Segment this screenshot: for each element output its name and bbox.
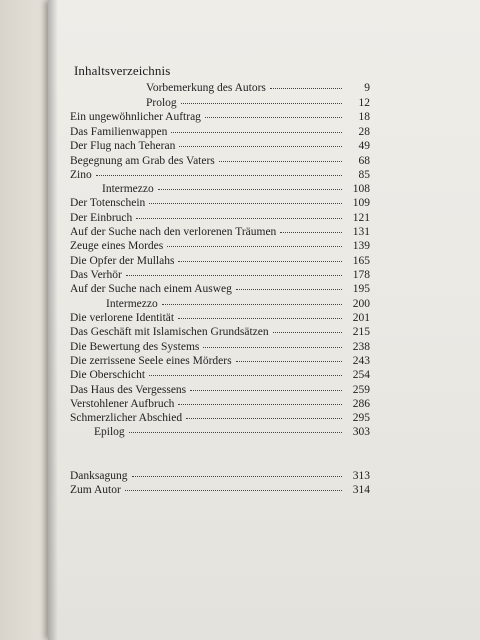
- toc-entry-page-number: 295: [352, 412, 370, 424]
- toc-entry-page-number: 121: [352, 212, 370, 224]
- toc-entry-page-number: 286: [352, 398, 370, 410]
- toc-entry-title: Zum Autor: [70, 484, 121, 496]
- toc-entry-page-number: 85: [358, 169, 370, 181]
- toc-entry-title: Zeuge eines Mordes: [70, 240, 164, 252]
- toc-entry: [70, 270, 370, 284]
- dot-leader: [167, 246, 342, 247]
- dot-leader: [186, 418, 342, 419]
- toc-entry-title: Die Oberschicht: [70, 369, 146, 381]
- dot-leader: [126, 275, 342, 276]
- dot-leader: [270, 88, 342, 89]
- toc-entry-page-number: 313: [352, 470, 370, 482]
- toc-entry: [70, 313, 370, 327]
- toc-entry: [94, 427, 370, 441]
- toc-entry-title: Ein ungewöhnlicher Auftrag: [70, 111, 201, 123]
- toc-entry-page-number: 109: [352, 197, 370, 209]
- dot-leader: [179, 146, 342, 147]
- toc-entry: [70, 342, 370, 356]
- toc-entry: [70, 327, 370, 341]
- toc-entry: [70, 127, 370, 141]
- toc-entry-page-number: 131: [352, 226, 370, 238]
- toc-entry-page-number: 108: [352, 183, 370, 195]
- toc-entry-title: Die Bewertung des Systems: [70, 341, 200, 353]
- toc-entry-page-number: 28: [358, 126, 370, 138]
- page-gutter-shadow: [48, 0, 58, 640]
- dot-leader: [205, 117, 342, 118]
- toc-entry-title: Die zerrissene Seele eines Mörders: [70, 355, 232, 367]
- toc-entry: [70, 141, 370, 155]
- toc-entry-title: Das Geschäft mit Islamischen Grundsätzen: [70, 326, 269, 338]
- toc-entry-title: Der Totenschein: [70, 197, 146, 209]
- toc-entry: [70, 413, 370, 427]
- dot-leader: [236, 289, 342, 290]
- toc-entry-title: Auf der Suche nach einem Ausweg: [70, 283, 232, 295]
- toc-entry-page-number: 49: [358, 140, 370, 152]
- toc-entry-page-number: 201: [352, 312, 370, 324]
- toc-entry: [106, 299, 370, 313]
- toc-entry-page-number: 200: [352, 298, 370, 310]
- toc-entry-page-number: 195: [352, 283, 370, 295]
- toc-entry-page-number: 243: [352, 355, 370, 367]
- toc-entry-title: Begegnung am Grab des Vaters: [70, 155, 215, 167]
- dot-leader: [203, 347, 342, 348]
- toc-entry: [70, 385, 370, 399]
- toc-entry-title: Der Einbruch: [70, 212, 133, 224]
- toc-entry: [70, 399, 370, 413]
- dot-leader: [129, 432, 342, 433]
- toc-entry-title: Das Familienwappen: [70, 126, 168, 138]
- toc-heading: Inhaltsverzeichnis: [74, 63, 171, 78]
- toc-entry-title: Schmerzlicher Abschied: [70, 412, 183, 424]
- dot-leader: [178, 318, 342, 319]
- toc-entry-title: Auf der Suche nach den verlorenen Träumen: [70, 226, 277, 238]
- toc-entry-page-number: 314: [352, 484, 370, 496]
- toc-entry-title: Der Flug nach Teheran: [70, 140, 176, 152]
- dot-leader: [158, 189, 342, 190]
- dot-leader: [149, 375, 342, 376]
- toc-entry-title: Das Verhör: [70, 269, 122, 281]
- dot-leader: [149, 203, 342, 204]
- toc-entry: [70, 256, 370, 270]
- toc-entry-page-number: 215: [352, 326, 370, 338]
- dot-leader: [219, 161, 342, 162]
- toc-entry-page-number: 68: [358, 155, 370, 167]
- toc-entry-title: Epilog: [94, 426, 125, 438]
- dot-leader: [162, 304, 342, 305]
- dot-leader: [236, 361, 342, 362]
- toc-entry-page-number: 259: [352, 384, 370, 396]
- toc-entry: [70, 471, 370, 485]
- toc-entry-title: Prolog: [146, 97, 177, 109]
- toc-entry-page-number: 165: [352, 255, 370, 267]
- dot-leader: [136, 218, 342, 219]
- toc-entry-title: Verstohlener Aufbruch: [70, 398, 175, 410]
- toc-entry: [70, 170, 370, 184]
- dot-leader: [280, 232, 342, 233]
- dot-leader: [190, 390, 342, 391]
- toc-entry-page-number: 18: [358, 111, 370, 123]
- toc-entry: [70, 356, 370, 370]
- toc-entry-page-number: 178: [352, 269, 370, 281]
- toc-entry-title: Die Opfer der Mullahs: [70, 255, 175, 267]
- toc-entry-title: Vorbemerkung des Autors: [146, 82, 266, 94]
- toc-entry: [70, 241, 370, 255]
- toc-entry-page-number: 254: [352, 369, 370, 381]
- toc-entry-title: Zino: [70, 169, 92, 181]
- dot-leader: [132, 476, 343, 477]
- toc-entry: [146, 98, 370, 112]
- toc-entry: [146, 83, 370, 97]
- toc-entry-title: Danksagung: [70, 470, 128, 482]
- toc-entry-page-number: 238: [352, 341, 370, 353]
- toc-entry-title: Die verlorene Identität: [70, 312, 175, 324]
- toc-entry-title: Das Haus des Vergessens: [70, 384, 187, 396]
- toc-entry-page-number: 139: [352, 240, 370, 252]
- toc-entry-page-number: 303: [352, 426, 370, 438]
- toc-entry-title: Intermezzo: [102, 183, 154, 195]
- toc-entry: [70, 213, 370, 227]
- toc-entry: [70, 370, 370, 384]
- dot-leader: [171, 132, 342, 133]
- dot-leader: [273, 332, 342, 333]
- dot-leader: [125, 490, 342, 491]
- dot-leader: [96, 175, 342, 176]
- toc-entry: [102, 184, 370, 198]
- toc-entry-page-number: 9: [364, 82, 370, 94]
- toc-entry: [70, 198, 370, 212]
- toc-entry-title: Intermezzo: [106, 298, 158, 310]
- dot-leader: [178, 261, 342, 262]
- toc-entry: [70, 227, 370, 241]
- toc-entry: [70, 485, 370, 499]
- toc-entry-page-number: 12: [358, 97, 370, 109]
- dot-leader: [181, 103, 342, 104]
- toc-entry: [70, 284, 370, 298]
- toc-entry: [70, 112, 370, 126]
- toc-entry: [70, 156, 370, 170]
- dot-leader: [178, 404, 342, 405]
